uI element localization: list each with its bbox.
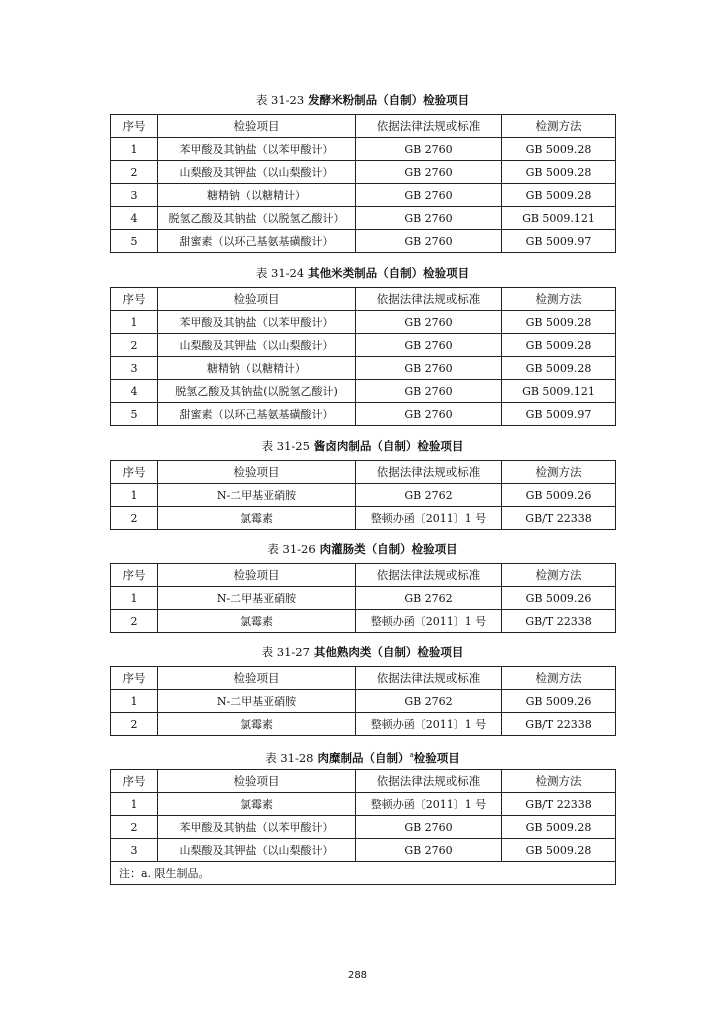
table-cell: GB 2760 bbox=[356, 380, 502, 403]
table-cell: GB 5009.26 bbox=[502, 484, 616, 507]
table-cell: GB 5009.28 bbox=[502, 184, 616, 207]
table-cell: GB 2760 bbox=[356, 184, 502, 207]
column-header: 依据法律法规或标准 bbox=[356, 288, 502, 311]
table-cell: 4 bbox=[111, 380, 158, 403]
table-cell: GB/T 22338 bbox=[502, 507, 616, 530]
table-cell: GB 5009.28 bbox=[502, 334, 616, 357]
table-cell: GB 5009.26 bbox=[502, 690, 616, 713]
table-row bbox=[111, 507, 616, 530]
inspection-table bbox=[110, 769, 616, 885]
table-cell: GB 2762 bbox=[356, 484, 502, 507]
table-row bbox=[111, 311, 616, 334]
column-header: 依据法律法规或标准 bbox=[356, 461, 502, 484]
table-cell: 1 bbox=[111, 690, 158, 713]
table-block bbox=[110, 644, 615, 736]
table-title: 肉糜制品（自制） bbox=[317, 750, 410, 765]
table-title: 其他米类制品（自制）检验项目 bbox=[308, 266, 470, 280]
table-block bbox=[110, 92, 615, 253]
table-row bbox=[111, 839, 616, 862]
column-header: 检测方法 bbox=[502, 667, 616, 690]
table-cell: GB 2762 bbox=[356, 587, 502, 610]
table-cell: 糖精钠（以糖精计） bbox=[158, 184, 356, 207]
table-caption bbox=[110, 747, 615, 763]
column-header: 检测方法 bbox=[502, 288, 616, 311]
table-cell: GB 2760 bbox=[356, 207, 502, 230]
column-header: 检验项目 bbox=[158, 461, 356, 484]
table-cell: 甜蜜素（以环己基氨基磺酸计） bbox=[158, 403, 356, 426]
table-caption bbox=[110, 92, 615, 108]
table-cell: 山梨酸及其钾盐（以山梨酸计） bbox=[158, 839, 356, 862]
inspection-table bbox=[110, 563, 616, 633]
column-header: 检验项目 bbox=[158, 564, 356, 587]
table-cell: 山梨酸及其钾盐（以山梨酸计） bbox=[158, 161, 356, 184]
table-cell: 脱氢乙酸及其钠盐（以脱氢乙酸计） bbox=[158, 207, 356, 230]
table-row bbox=[111, 161, 616, 184]
table-cell: N-二甲基亚硝胺 bbox=[158, 484, 356, 507]
table-note: 注：a. 限生制品。 bbox=[111, 862, 616, 885]
column-header: 依据法律法规或标准 bbox=[356, 564, 502, 587]
column-header: 序号 bbox=[111, 461, 158, 484]
table-caption bbox=[110, 438, 615, 454]
table-row bbox=[111, 610, 616, 633]
column-header: 检测方法 bbox=[502, 770, 616, 793]
table-block bbox=[110, 265, 615, 426]
table-header-row bbox=[111, 564, 616, 587]
inspection-table bbox=[110, 666, 616, 736]
table-row bbox=[111, 357, 616, 380]
inspection-table bbox=[110, 287, 616, 426]
table-header-row bbox=[111, 115, 616, 138]
table-row bbox=[111, 816, 616, 839]
table-number: 表 31-26 bbox=[267, 542, 316, 556]
table-number: 表 31-27 bbox=[261, 645, 310, 659]
table-cell: GB 2760 bbox=[356, 816, 502, 839]
table-cell: 氯霉素 bbox=[158, 507, 356, 530]
column-header: 检验项目 bbox=[158, 667, 356, 690]
table-header-row bbox=[111, 288, 616, 311]
table-caption bbox=[110, 541, 615, 557]
table-cell: GB 2760 bbox=[356, 357, 502, 380]
table-cell: GB 2760 bbox=[356, 138, 502, 161]
table-note-row bbox=[111, 862, 616, 885]
table-row bbox=[111, 380, 616, 403]
table-cell: 1 bbox=[111, 138, 158, 161]
table-row bbox=[111, 484, 616, 507]
column-header: 检验项目 bbox=[158, 115, 356, 138]
table-cell: 整顿办函〔2011〕1 号 bbox=[356, 793, 502, 816]
table-cell: 1 bbox=[111, 484, 158, 507]
table-row bbox=[111, 793, 616, 816]
column-header: 检测方法 bbox=[502, 564, 616, 587]
page-number: 288 bbox=[347, 970, 368, 981]
table-title: 肉灌肠类（自制）检验项目 bbox=[319, 542, 458, 556]
table-cell: 2 bbox=[111, 507, 158, 530]
table-caption bbox=[110, 265, 615, 281]
table-cell: 氯霉素 bbox=[158, 793, 356, 816]
table-row bbox=[111, 230, 616, 253]
table-cell: 2 bbox=[111, 816, 158, 839]
table-cell: 氯霉素 bbox=[158, 610, 356, 633]
table-cell: 5 bbox=[111, 403, 158, 426]
table-cell: 糖精钠（以糖精计） bbox=[158, 357, 356, 380]
column-header: 序号 bbox=[111, 770, 158, 793]
table-cell: GB 5009.28 bbox=[502, 161, 616, 184]
table-cell: GB 2762 bbox=[356, 690, 502, 713]
table-row bbox=[111, 207, 616, 230]
table-cell: GB 5009.28 bbox=[502, 138, 616, 161]
column-header: 依据法律法规或标准 bbox=[356, 667, 502, 690]
table-cell: GB 2760 bbox=[356, 403, 502, 426]
table-cell: 2 bbox=[111, 161, 158, 184]
table-cell: GB/T 22338 bbox=[502, 610, 616, 633]
table-cell: 1 bbox=[111, 311, 158, 334]
table-cell: 4 bbox=[111, 207, 158, 230]
table-cell: GB 2760 bbox=[356, 334, 502, 357]
table-cell: 1 bbox=[111, 793, 158, 816]
table-block bbox=[110, 541, 615, 633]
column-header: 依据法律法规或标准 bbox=[356, 770, 502, 793]
table-cell: GB 5009.28 bbox=[502, 839, 616, 862]
footnote-marker: a bbox=[409, 751, 414, 759]
table-cell: N-二甲基亚硝胺 bbox=[158, 587, 356, 610]
table-cell: GB 2760 bbox=[356, 230, 502, 253]
table-header-row bbox=[111, 461, 616, 484]
table-cell: GB/T 22338 bbox=[502, 713, 616, 736]
table-row bbox=[111, 184, 616, 207]
table-title: 其他熟肉类（自制）检验项目 bbox=[313, 645, 464, 659]
table-cell: GB 5009.28 bbox=[502, 816, 616, 839]
table-row bbox=[111, 587, 616, 610]
table-cell: 整顿办函〔2011〕1 号 bbox=[356, 713, 502, 736]
inspection-table bbox=[110, 460, 616, 530]
table-cell: 1 bbox=[111, 587, 158, 610]
table-header-row bbox=[111, 667, 616, 690]
table-cell: GB 2760 bbox=[356, 161, 502, 184]
table-cell: 3 bbox=[111, 357, 158, 380]
table-cell: 3 bbox=[111, 184, 158, 207]
table-row bbox=[111, 334, 616, 357]
column-header: 检测方法 bbox=[502, 461, 616, 484]
table-cell: 5 bbox=[111, 230, 158, 253]
table-cell: 2 bbox=[111, 713, 158, 736]
table-cell: GB 5009.28 bbox=[502, 357, 616, 380]
table-cell: GB 5009.121 bbox=[502, 207, 616, 230]
table-cell: 苯甲酸及其钠盐（以苯甲酸计） bbox=[158, 816, 356, 839]
table-cell: N-二甲基亚硝胺 bbox=[158, 690, 356, 713]
column-header: 序号 bbox=[111, 564, 158, 587]
table-cell: GB 5009.26 bbox=[502, 587, 616, 610]
column-header: 序号 bbox=[111, 115, 158, 138]
table-header-row bbox=[111, 770, 616, 793]
table-cell: 山梨酸及其钾盐（以山梨酸计） bbox=[158, 334, 356, 357]
column-header: 序号 bbox=[111, 288, 158, 311]
table-cell: 苯甲酸及其钠盐（以苯甲酸计） bbox=[158, 311, 356, 334]
column-header: 依据法律法规或标准 bbox=[356, 115, 502, 138]
table-number: 表 31-24 bbox=[255, 266, 305, 280]
table-cell: 脱氢乙酸及其钠盐(以脱氢乙酸计) bbox=[158, 380, 356, 403]
table-cell: 氯霉素 bbox=[158, 713, 356, 736]
table-row bbox=[111, 403, 616, 426]
table-number: 表 31-28 bbox=[265, 750, 314, 765]
table-cell: 甜蜜素（以环己基氨基磺酸计） bbox=[158, 230, 356, 253]
table-cell: 整顿办函〔2011〕1 号 bbox=[356, 507, 502, 530]
table-cell: 2 bbox=[111, 334, 158, 357]
table-caption bbox=[110, 644, 615, 660]
table-cell: GB 5009.97 bbox=[502, 230, 616, 253]
table-row bbox=[111, 138, 616, 161]
table-block bbox=[110, 747, 615, 885]
column-header: 检测方法 bbox=[502, 115, 616, 138]
inspection-table bbox=[110, 114, 616, 253]
column-header: 检验项目 bbox=[158, 288, 356, 311]
table-cell: GB 5009.121 bbox=[502, 380, 616, 403]
column-header: 序号 bbox=[111, 667, 158, 690]
table-number: 表 31-25 bbox=[261, 439, 310, 453]
table-block bbox=[110, 438, 615, 530]
table-title-suffix: 检验项目 bbox=[413, 750, 460, 765]
table-cell: GB 2760 bbox=[356, 839, 502, 862]
table-row bbox=[111, 690, 616, 713]
table-title: 酱卤肉制品（自制）检验项目 bbox=[313, 439, 464, 453]
table-cell: 2 bbox=[111, 610, 158, 633]
column-header: 检验项目 bbox=[158, 770, 356, 793]
table-title: 发酵米粉制品（自制）检验项目 bbox=[308, 93, 470, 107]
table-number: 表 31-23 bbox=[255, 93, 305, 107]
table-cell: GB 2760 bbox=[356, 311, 502, 334]
table-cell: GB 5009.97 bbox=[502, 403, 616, 426]
table-cell: 整顿办函〔2011〕1 号 bbox=[356, 610, 502, 633]
table-cell: 苯甲酸及其钠盐（以苯甲酸计） bbox=[158, 138, 356, 161]
table-cell: GB 5009.28 bbox=[502, 311, 616, 334]
table-cell: GB/T 22338 bbox=[502, 793, 616, 816]
table-row bbox=[111, 713, 616, 736]
table-cell: 3 bbox=[111, 839, 158, 862]
